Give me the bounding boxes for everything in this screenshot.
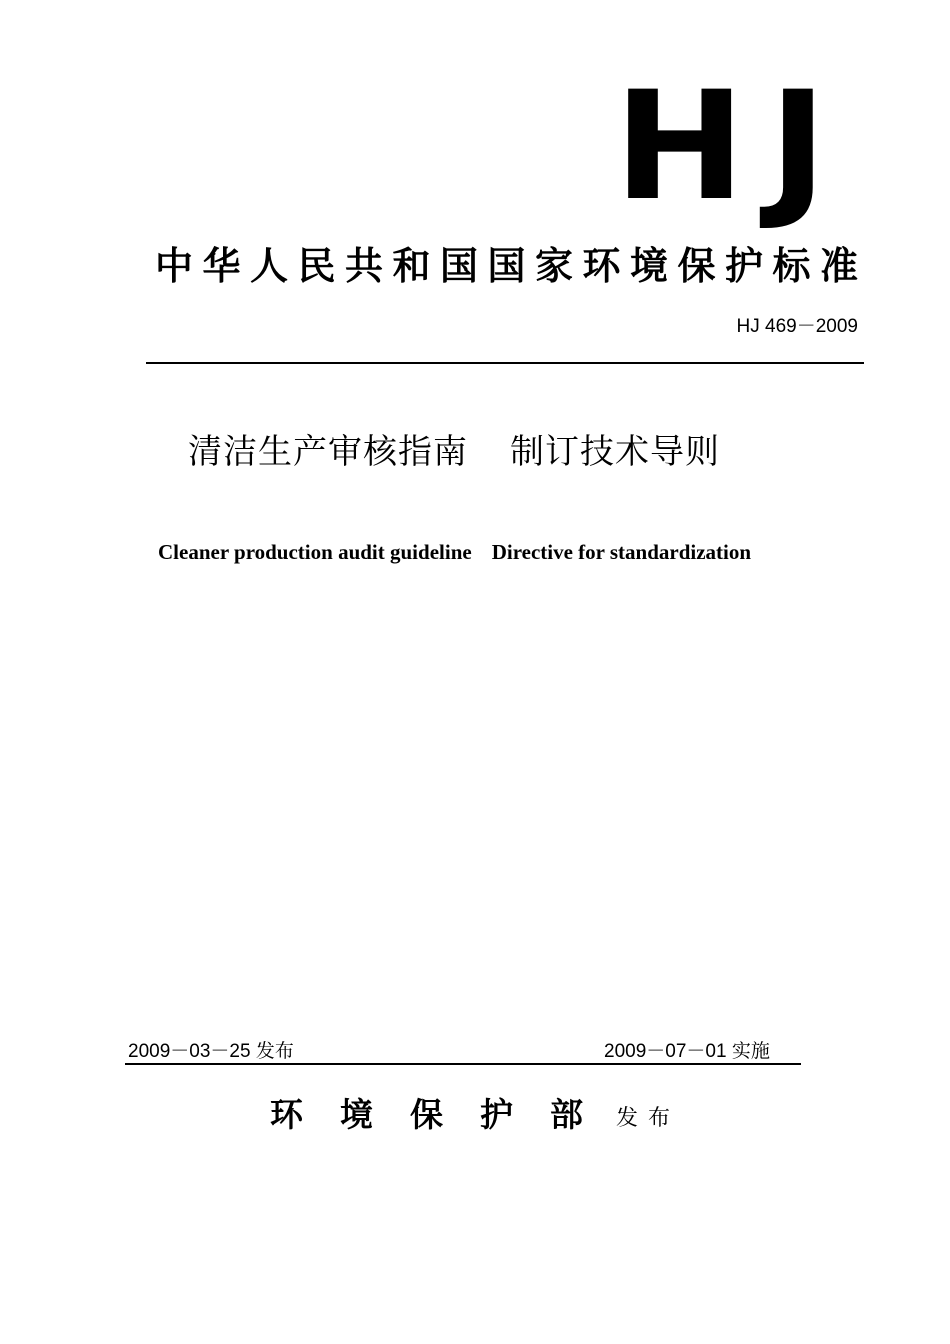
- title-en-part1: Cleaner production audit guideline: [158, 540, 472, 564]
- title-cn-part2: 制订技术导则: [510, 432, 720, 472]
- standard-logo: HJ: [613, 60, 850, 234]
- document-title-en: [158, 538, 751, 566]
- standard-category-title: 中华人民共和国国家环境保护标准: [155, 244, 868, 288]
- issuing-authority-suffix: 发布: [616, 1106, 681, 1131]
- issuing-authority: 环境保护部: [270, 1095, 620, 1134]
- footer-divider: [125, 1063, 801, 1065]
- effective-date: 2009－07－01 实施: [604, 1041, 770, 1062]
- document-title-cn: [188, 428, 720, 476]
- title-en-part2: Directive for standardization: [491, 540, 752, 564]
- standard-number: HJ 469－2009: [736, 316, 858, 337]
- title-cn-part1: 清洁生产审核指南: [188, 432, 468, 472]
- issue-date: 2009－03－25 发布: [128, 1041, 294, 1062]
- header-divider: [146, 362, 864, 364]
